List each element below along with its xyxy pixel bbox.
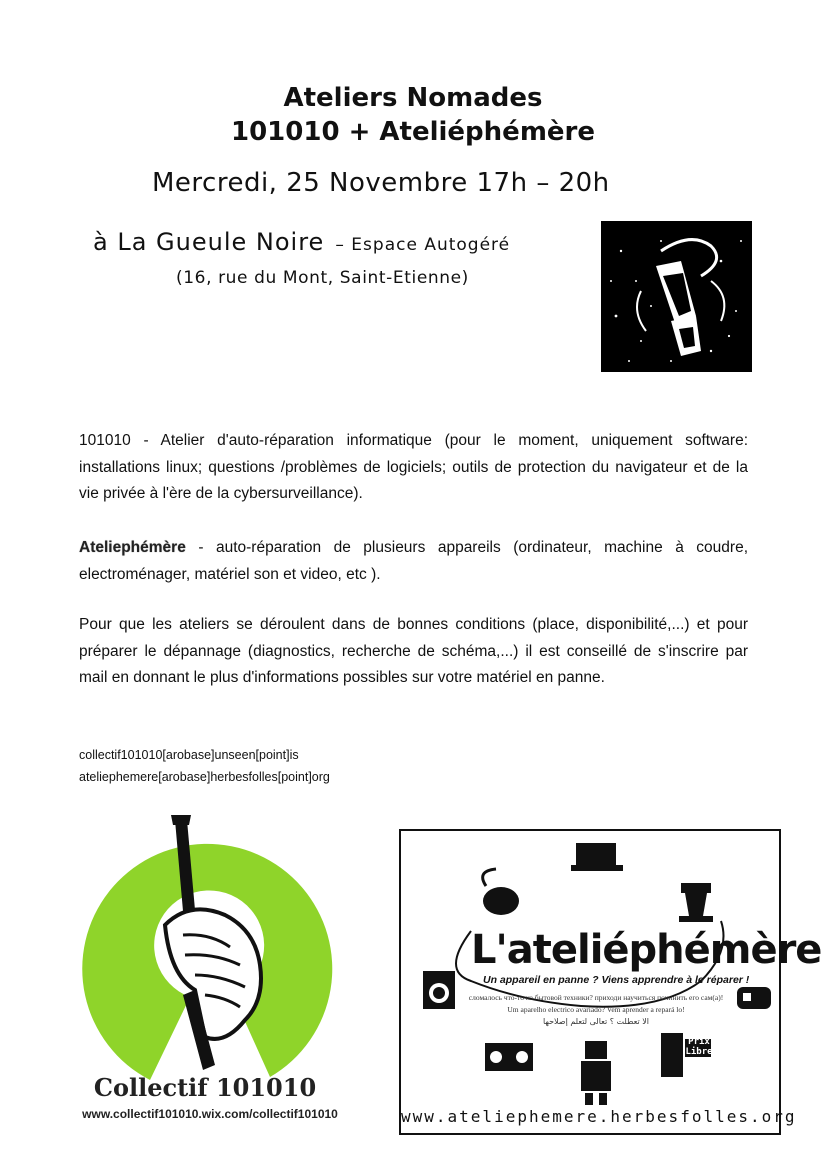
ateliephemere-logo [399, 829, 822, 1135]
stereo-icon [485, 1043, 533, 1071]
paragraph-ateliephemere-lead: Ateliephémère [79, 539, 186, 556]
toaster-icon [737, 987, 771, 1009]
ateliephemere-url[interactable]: www.ateliephemere.herbesfolles.org [401, 1107, 797, 1126]
email-101010[interactable]: collectif101010[arobase]unseen[point]is [79, 748, 299, 762]
green-c-graphic [55, 815, 375, 1085]
collectif-101010-logo [55, 815, 375, 1130]
ateliephemere-wordmark: L'ateliéphémère [471, 927, 822, 973]
ateliephemere-line-ru: сломалось что-то из бытовой техники? приходи научиться починить его сам(а)! [468, 993, 724, 1002]
sewing-machine-icon [571, 843, 623, 871]
paragraph-ateliephemere [79, 535, 748, 588]
paragraph-101010 [79, 428, 748, 508]
mixer-icon [679, 883, 713, 922]
vacuum-icon [483, 869, 519, 915]
washing-machine-icon [423, 971, 455, 1009]
collectif-101010-url[interactable]: www.collectif101010.wix.com/collectif101010 [82, 1107, 338, 1121]
venue-line [93, 228, 510, 256]
ateliephemere-line-ar: الا تعطلت ؟ تعالى لتعلم إصلاحها [542, 1017, 650, 1026]
collectif-101010-name: Collectif 101010 [93, 1073, 317, 1102]
paragraph-inscription: Pour que les ateliers se déroulent dans de bonnes conditions (place, disponibilité,...) et pour préparer le dépannage (diagnostics, recherche de schéma,...) il est conseillé de s'inscrire par mail en donnant le plus d'informations possibles sur votre matériel en panne. [79, 616, 748, 686]
prix-libre-badge: Prix Libre [685, 1037, 713, 1057]
venue-name: à La Gueule Noire [93, 228, 325, 256]
ateliephemere-tagline: Un appareil en panne ? Viens apprendre à le réparer ! [483, 974, 750, 986]
paragraph-101010-lead: 101010 [79, 432, 131, 449]
paragraph-ateliephemere-text: - auto-réparation de plusieurs appareils (ordinateur, machine à coudre, electroménager, matériel son et video, etc ). [79, 539, 748, 583]
title-line-1: Ateliers Nomades [283, 83, 543, 113]
venue-suffix: – Espace Autogéré [335, 235, 511, 255]
email-ateliephemere[interactable]: ateliephemere[arobase]herbesfolles[point]org [79, 770, 330, 784]
venue-illustration [601, 221, 752, 372]
address-line: (16, rue du Mont, Saint-Etienne) [176, 268, 469, 288]
robot-icon [581, 1041, 611, 1105]
ateliephemere-line-pt: Um aparelho electrico avariado? Vem aprender a repará lo! [507, 1005, 685, 1014]
title-line-2: 101010 + Ateliéphémère [230, 117, 595, 147]
paragraph-101010-text: - Atelier d'auto-réparation informatique (pour le moment, uniquement software: installations linux; questions /problèmes de logiciels; outils de protection du navigateur et de la vie privée à l'ère de la cybersurveillance). [79, 432, 748, 502]
date-line: Mercredi, 25 Novembre 17h – 20h [152, 168, 610, 198]
